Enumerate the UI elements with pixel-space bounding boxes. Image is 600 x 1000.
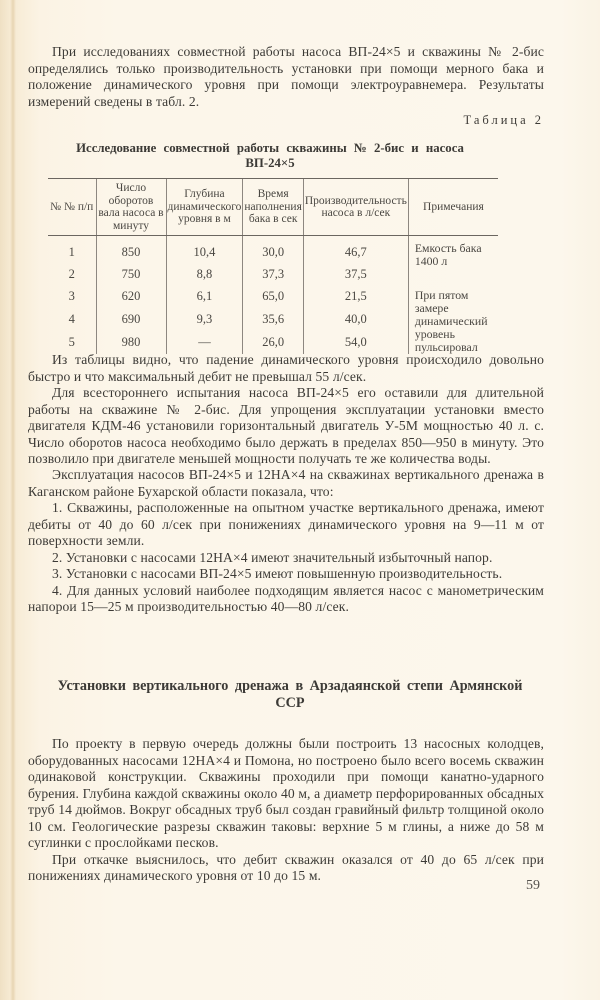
findings-block — [28, 467, 544, 616]
table-label: Таблица 2 — [463, 113, 544, 127]
cell-fill-time: 37,3 — [243, 264, 303, 286]
cell-number: 2 — [68, 266, 75, 281]
section-paragraph-construction: По проекту в первую очередь должны были построить 13 насосных колодцев, оборудованных насосами 12НА×4 и Помона, но построено было всего восемь скважин одинаковой конструкции. Скважины проходили при помощи канатно-ударного бурения. Глубина каждой скважины около 40 м, а диаметр перфорированных обсадных труб 14 дюймов. Вокруг обсадных труб был создан гравийный фильтр толщиной около 10 см. Геологические разрезы скважин таковы: верхние 5 м глины, а ниже до 58 м суглинки с прослойками песков. — [28, 736, 544, 850]
header-fill-time: Время наполнения бака в сек — [243, 179, 303, 236]
cell-rpm: 620 — [96, 285, 166, 308]
intro-paragraph: При исследованиях совместной работы насоса ВП-24×5 и скважины № 2-бис определялись только производительность установки при помощи мерного бака и положение динамического уровня при помощи электроуравнемера. Результаты измерений сведены в табл. 2. — [28, 44, 544, 109]
paragraph-operation-summary: Эксплуатация насосов ВП-24×5 и 12НА×4 на скважинах вертикального дренажа в Каганском районе Бухарской области показала, что: — [28, 467, 544, 499]
cell-fill-time: 65,0 — [243, 285, 303, 308]
cell-output: 54,0 — [303, 331, 408, 354]
cell-depth: 9,3 — [166, 308, 243, 331]
data-table — [48, 178, 498, 354]
conclusions-block — [28, 352, 544, 468]
cell-fill-time: 26,0 — [243, 331, 303, 354]
cell-number: 3 — [68, 288, 75, 303]
section-body — [28, 736, 544, 885]
cell-depth: 8,8 — [166, 264, 243, 286]
cell-number: 4 — [68, 311, 75, 326]
section-paragraph-pumping: При откачке выяснилось, что дебит скважин оказался от 40 до 65 л/сек при понижениях динамического уровня от 10 до 15 м. — [28, 851, 544, 883]
table-row — [48, 285, 498, 308]
cell-output: 21,5 — [303, 285, 408, 308]
cell-fill-time: 35,6 — [243, 308, 303, 331]
finding-item-1: 1. Скважины, расположенные на опытном участке вертикального дренажа, имеют дебиты от 40 до 60 л/сек при понижениях динамического уровня на 9—11 м от поверхности земли. — [28, 500, 544, 548]
cell-note-tank: Емкость бака 1400 л — [408, 236, 498, 286]
page-number: 59 — [526, 878, 540, 893]
finding-item-3: 3. Установки с насосами ВП-24×5 имеют повышенную производительность. — [52, 566, 503, 581]
header-number: № № п/п — [48, 179, 96, 236]
table-header-row — [48, 179, 498, 236]
cell-rpm: 980 — [96, 331, 166, 354]
cell-rpm: 850 — [96, 236, 166, 264]
cell-fill-time: 30,0 — [243, 236, 303, 264]
cell-depth: 6,1 — [166, 285, 243, 308]
table-row — [48, 236, 498, 264]
cell-number: 5 — [68, 334, 75, 349]
cell-note-pulsation: При пятом замере динамический уровень пульсировал — [408, 285, 498, 354]
table-title: Исследование совместной работы скважины № 2-бис и насоса ВП-24×5 — [76, 141, 464, 170]
section-heading: Установки вертикального дренажа в Арзадаянской степи Армянской ССР — [57, 678, 523, 711]
header-depth: Глубина динамического уровня в м — [166, 179, 243, 236]
paragraph-table-conclusion: Из таблицы видно, что падение динамического уровня происходило довольно быстро и что максимальный дебит не превышал 55 л/сек. — [28, 352, 544, 384]
finding-item-2: 2. Установки с насосами 12НА×4 имеют значительный избыточный напор. — [52, 549, 493, 565]
finding-item-4: 4. Для данных условий наиболее подходящим является насос с манометрическим напорои 15—25 м производительностью 40—80 л/сек. — [28, 582, 544, 614]
cell-output: 46,7 — [303, 236, 408, 264]
header-notes: Примечания — [408, 179, 498, 236]
header-rpm: Число оборотов вала насоса в минуту — [96, 179, 166, 236]
cell-rpm: 750 — [96, 264, 166, 286]
cell-depth: 10,4 — [166, 236, 243, 264]
cell-rpm: 690 — [96, 308, 166, 331]
cell-output: 40,0 — [303, 308, 408, 331]
cell-output: 37,5 — [303, 264, 408, 286]
header-output: Производительность насоса в л/сек — [303, 179, 408, 236]
cell-number: 1 — [68, 245, 75, 259]
cell-depth: — — [166, 331, 243, 354]
paragraph-long-term-test: Для всестороннего испытания насоса ВП-24×5 его оставили для длительной работы на скважине № 2-бис. Для упрощения эксплуатации установки вместо двигателя КДМ-46 установили горизонтальный двигатель У-5М мощностью 40 л. с. Число оборотов насоса необходимо было держать в пределах 850—950 в минуту. Это позволило при двигателе меньшей мощности получать те же количества воды. — [28, 385, 544, 466]
